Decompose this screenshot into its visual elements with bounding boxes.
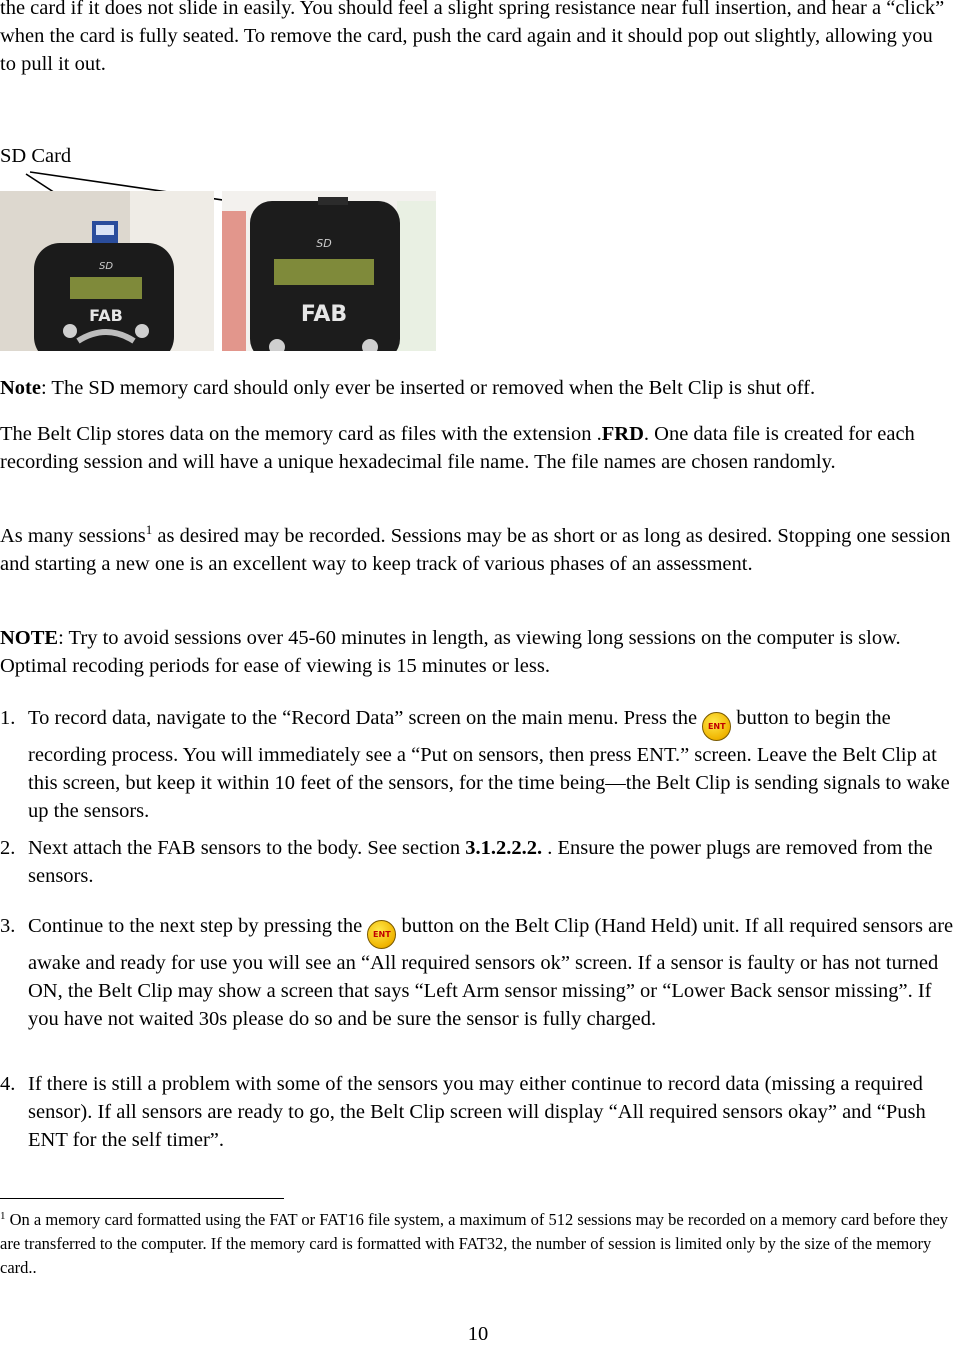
sd-logo: SD [98,261,114,272]
figure-caption: SD Card [0,145,72,167]
device-label: FAB [89,306,123,325]
intro-paragraph: the card if it does not slide in easily. You should feel a slight spring resistance near full insertion, and hear a “click” when the card is fully seated. To remove the card, push the card again and it should pop out slightly, allowing you to pull it out. [0,0,945,75]
note-sd-card: Note: The SD memory card should only ever be inserted or removed when the Belt Clip is shut off. [0,377,816,399]
list-item: 3. Continue to the next step by pressing the ENT button on the Belt Clip (Hand Held) unit. If all required sensors are awake and ready for use you will see an “All required sensors ok” screen. If a sensor is faulty or has not turned ON, the Belt Clip may show a screen that says “Left Arm sensor missing” or “Lower Back sensor missing”. If you have not waited 30s please do so and be sure the sensor is fully charged. [0,912,956,1033]
footnote-divider [0,1198,284,1199]
ent-button-icon: ENT [702,712,731,741]
footnote: $^1$ On a memory card formatted using the FAT or FAT16 file system, a maximum of 512 sessions may be recorded on a memory card before they are transferred to the computer. If the memory card is formatted with FAT32, the number of session is limited only by the size of the memory card.. [0,1210,949,1277]
section-reference: 3.1.2.2.2. [465,837,543,859]
note-label-2: NOTE [0,627,59,649]
list-number: 4. [0,1073,16,1095]
device-photo-inserted [0,191,214,351]
note-label: Note [0,377,41,399]
list-item: 2. Next attach the FAB sensors to the body. See section 3.1.2.2.2. . Ensure the power plugs are removed from the sensors. [0,834,956,890]
list-item: 1. To record data, navigate to the “Record Data” screen on the main menu. Press the ENT button to begin the recording process. You will immediately see a “Put on sensors, then press ENT.” screen. Leave the Belt Clip at this screen, but keep it within 10 feet of the sensors, for the time being—the Belt Clip is sending signals to wake up the sensors. [0,704,956,825]
footnote-ref[interactable]: 1 [145,522,153,537]
paragraph-file-storage: The Belt Clip stores data on the memory card as files with the extension .FRD. One data file is created for each recording session and will have a unique hexadecimal file name. The file names are chosen randomly. [0,423,915,473]
device-label-2: FAB [300,302,348,327]
footnote-mark: 1 [0,1210,6,1222]
page-number: 10 [467,1323,489,1345]
list-item: 4. If there is still a problem with some of the sensors you may either continue to record data (missing a required sensor). If all sensors are ready to go, the Belt Clip screen will display “All required sensors okay” and “Push ENT for the self timer”. [0,1070,956,1154]
file-extension: FRD [601,423,644,445]
list-number: 3. [0,915,16,937]
sd-card-photos [0,188,440,354]
list-number: 2. [0,837,16,859]
sd-logo-2: SD [316,237,332,250]
list-number: 1. [0,707,16,729]
ent-button-icon: ENT [367,920,396,949]
paragraph-sessions: As many sessions$^1$ as desired may be recorded. Sessions may be as short or as long as desired. Stopping one session and starting a new one is an excellent way to keep track of various phases of an assessment. [0,522,951,575]
note-session-length: NOTE: Try to avoid sessions over 45-60 minutes in length, as viewing long sessions on the computer is slow. Optimal recoding periods for ease of viewing is 15 minutes or less. [0,627,901,677]
device-photo-seated [222,191,436,351]
